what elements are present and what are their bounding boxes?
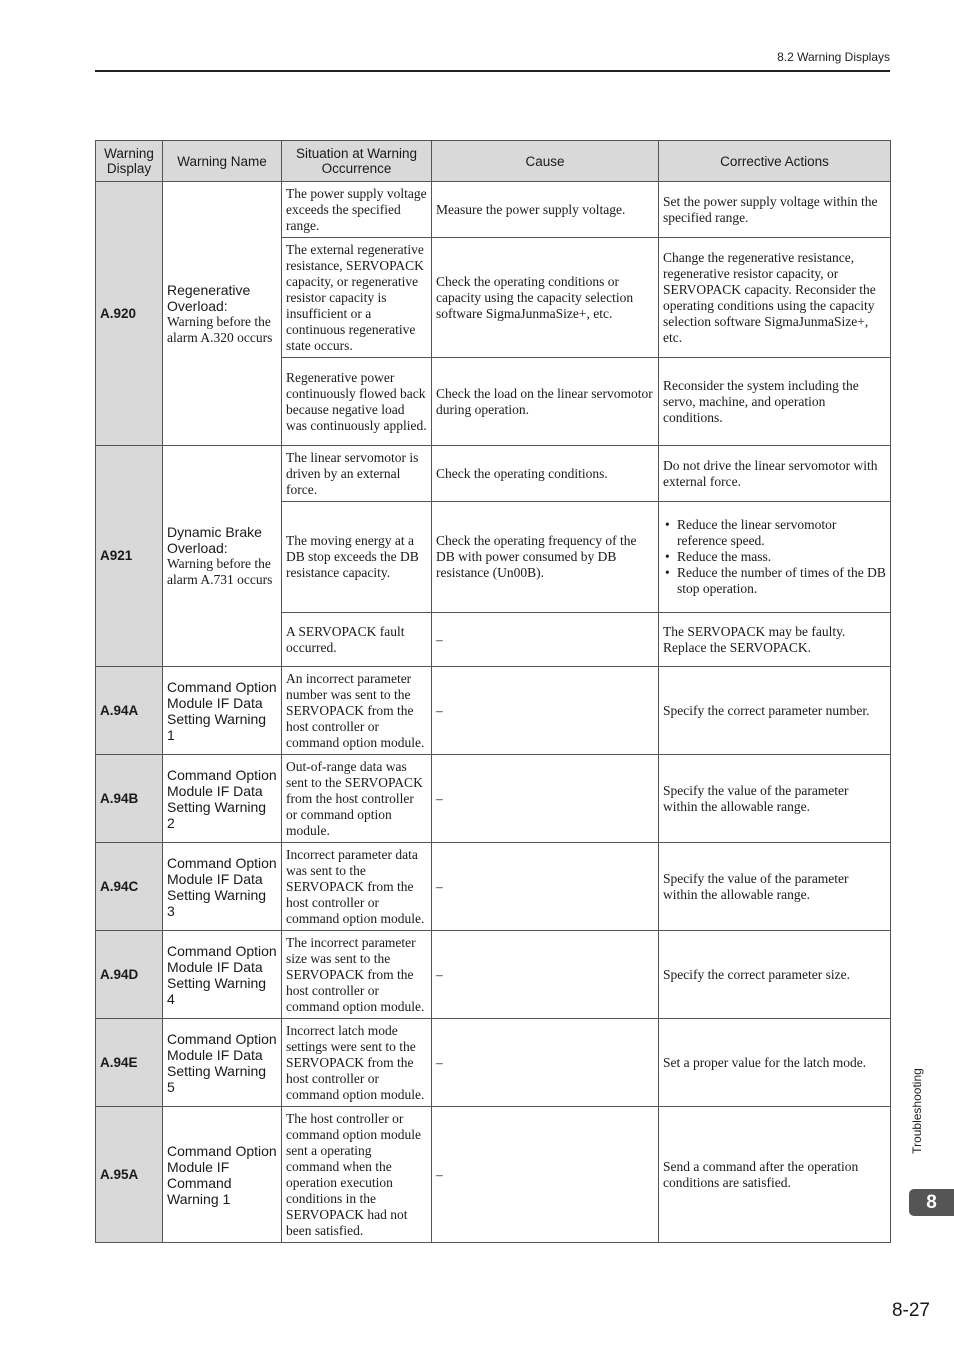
corrective-action-cell: Set a proper value for the latch mode. — [659, 1019, 891, 1107]
corrective-action-list — [663, 517, 886, 597]
cause-cell: – — [432, 1019, 659, 1107]
cause-cell: – — [432, 931, 659, 1019]
warning-name — [163, 1107, 282, 1243]
warning-name-title: Command Option Module IF Data Setting Warning 4 — [167, 942, 277, 1007]
corrective-action-cell: Specify the correct parameter number. — [659, 667, 891, 755]
corrective-action-cell — [659, 502, 891, 613]
cause-cell: Check the operating conditions or capacity using the capacity selection software SigmaJunmaSize+, etc. — [432, 238, 659, 358]
page-number: 8-27 — [891, 1300, 930, 1321]
list-item: • Reduce the mass. — [677, 549, 886, 565]
warning-code: A.95A — [96, 1107, 163, 1243]
col-header-situation: Situation at Warning Occurrence — [282, 141, 432, 182]
corrective-action-cell: The SERVOPACK may be faulty. Replace the SERVOPACK. — [659, 613, 891, 667]
warning-code: A.94A — [96, 667, 163, 755]
table-row — [96, 446, 891, 502]
corrective-action-cell: Specify the correct parameter size. — [659, 931, 891, 1019]
table-row — [96, 931, 891, 1019]
cause-cell: Check the operating frequency of the DB with power consumed by DB resistance (Un00B). — [432, 502, 659, 613]
warning-name-note: Warning before the alarm A.731 occurs — [167, 556, 273, 587]
situation-cell: The incorrect parameter size was sent to the SERVOPACK from the host controller or command option module. — [282, 931, 432, 1019]
corrective-action-cell: Do not drive the linear servomotor with external force. — [659, 446, 891, 502]
corrective-action-cell: Set the power supply voltage within the specified range. — [659, 182, 891, 238]
warning-code: A.94B — [96, 755, 163, 843]
cause-cell: Check the load on the linear servomotor during operation. — [432, 358, 659, 446]
warning-code: A.94E — [96, 1019, 163, 1107]
warning-code: A.94C — [96, 843, 163, 931]
situation-cell: The moving energy at a DB stop exceeds the DB resistance capacity. — [282, 502, 432, 613]
warning-code: A921 — [96, 446, 163, 667]
situation-cell: Incorrect parameter data was sent to the SERVOPACK from the host controller or command option module. — [282, 843, 432, 931]
warning-name — [163, 667, 282, 755]
table-row — [96, 843, 891, 931]
warning-name-title: Dynamic Brake Overload: — [167, 524, 262, 556]
header-rule — [95, 70, 890, 72]
situation-cell: The external regenerative resistance, SERVOPACK capacity, or regenerative resistor capacity is insufficient or a continuous regenerative state occurs. — [282, 238, 432, 358]
warning-table — [95, 140, 891, 1243]
chapter-side-label: Troubleshooting — [910, 1068, 924, 1154]
warning-name — [163, 755, 282, 843]
list-item: • Reduce the number of times of the DB stop operation. — [677, 565, 886, 597]
table-row — [96, 1107, 891, 1243]
situation-cell: Out-of-range data was sent to the SERVOPACK from the host controller or command option module. — [282, 755, 432, 843]
cause-cell: Check the operating conditions. — [432, 446, 659, 502]
corrective-action-cell: Change the regenerative resistance, regenerative resistor capacity, or SERVOPACK capacity. Reconsider the operating conditions using the capacity selection software SigmaJunmaSize+, etc. — [659, 238, 891, 358]
corrective-action-cell: Reconsider the system including the servo, machine, and operation conditions. — [659, 358, 891, 446]
warning-code: A.920 — [96, 182, 163, 446]
warning-name-title: Command Option Module IF Data Setting Warning 1 — [167, 678, 277, 743]
warning-name-note: Warning before the alarm A.320 occurs — [167, 313, 273, 345]
cause-cell: – — [432, 843, 659, 931]
cause-cell: – — [432, 755, 659, 843]
col-header-warning-display: Warning Display — [96, 141, 163, 182]
corrective-action-cell: Specify the value of the parameter within the allowable range. — [659, 755, 891, 843]
situation-cell: Incorrect latch mode settings were sent to the SERVOPACK from the host controller or command option module. — [282, 1019, 432, 1107]
warning-name-title: Command Option Module IF Data Setting Warning 5 — [167, 1030, 277, 1095]
situation-cell: The power supply voltage exceeds the specified range. — [282, 182, 432, 238]
warning-name-title: Regenerative Overload: — [167, 281, 251, 314]
table-row — [96, 182, 891, 238]
table-header-row — [96, 141, 891, 182]
table-row — [96, 667, 891, 755]
situation-cell: The host controller or command option module sent a operating command when the operation execution conditions in the SERVOPACK had not been satisfied. — [282, 1107, 432, 1243]
corrective-action-cell: Send a command after the operation conditions are satisfied. — [659, 1107, 891, 1243]
col-header-warning-name: Warning Name — [163, 141, 282, 182]
warning-name-title: Command Option Module IF Data Setting Warning 2 — [167, 766, 277, 831]
table-row — [96, 1019, 891, 1107]
warning-code: A.94D — [96, 931, 163, 1019]
cause-cell: Measure the power supply voltage. — [432, 182, 659, 238]
warning-name — [163, 1019, 282, 1107]
table-row — [96, 755, 891, 843]
situation-cell: A SERVOPACK fault occurred. — [282, 613, 432, 667]
warning-name — [163, 843, 282, 931]
situation-cell: An incorrect parameter number was sent to the SERVOPACK from the host controller or command option module. — [282, 667, 432, 755]
situation-cell: Regenerative power continuously flowed back because negative load was continuously applied. — [282, 358, 432, 446]
col-header-corrective-actions: Corrective Actions — [659, 141, 891, 182]
chapter-tab: 8 — [909, 1189, 954, 1216]
warning-name-title: Command Option Module IF Command Warning 1 — [167, 1142, 277, 1207]
warning-name — [163, 931, 282, 1019]
corrective-action-cell: Specify the value of the parameter within the allowable range. — [659, 843, 891, 931]
col-header-cause: Cause — [432, 141, 659, 182]
warning-name — [163, 182, 282, 446]
list-item: • Reduce the linear servomotor reference speed. — [677, 517, 886, 549]
warning-name-title: Command Option Module IF Data Setting Warning 3 — [167, 854, 277, 919]
warning-name — [163, 446, 282, 667]
cause-cell: – — [432, 667, 659, 755]
situation-cell: The linear servomotor is driven by an external force. — [282, 446, 432, 502]
cause-cell: – — [432, 1107, 659, 1243]
section-header: 8.2 Warning Displays — [777, 50, 890, 64]
cause-cell: – — [432, 613, 659, 667]
